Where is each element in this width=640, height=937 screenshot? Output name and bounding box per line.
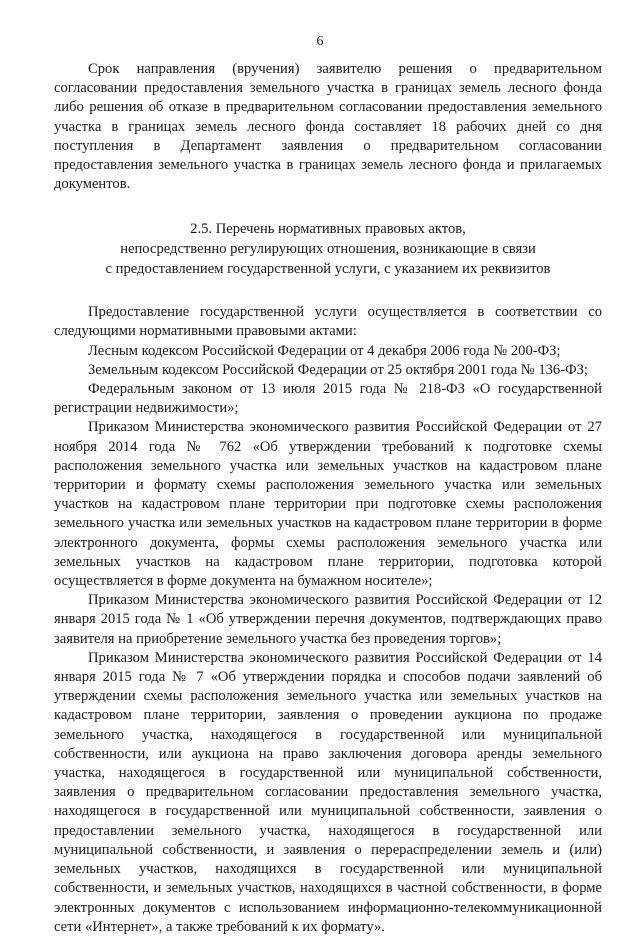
section-heading-line: с предоставлением государственной услуги, с указанием их реквизитов — [105, 260, 551, 277]
section-heading — [54, 220, 602, 279]
section-heading-line: 2.5. Перечень нормативных правовых актов, — [190, 221, 466, 238]
paragraph-land-code: Земельным кодексом Российской Федерации от 25 октября 2001 года № 136-ФЗ; — [88, 361, 588, 378]
paragraph-legal-basis: Предоставление государственной услуги осуществляется в соответствии со следующими нормативными правовыми актами: — [54, 304, 602, 340]
page-number: 6 — [316, 34, 324, 49]
intro-paragraph: Срок направления (вручения) заявителю решения о предварительном согласовании предоставления земельного участка в границах земель лесного фонда либо решения об отказе в предварительном согласовании предоставления земельного участка в границах земель лесного фонда составляет 18 рабочих дней со дня поступления в Департамент заявления о предварительном согласовании предоставления земельного участка в границах земель лесного фонда и прилагаемых документов. — [54, 61, 602, 193]
document-body — [54, 60, 602, 937]
paragraph-order-762: Приказом Министерства экономического развития Российской Федерации от 27 ноября 2014 года № 762 «Об утверждении требований к подготовке схемы расположения земельного участка или земельных участков на кадастровом плане территории и формату схемы расположения земельного участка или земельных участков на кадастровом плане территории при подготовке схемы расположения земельного участка или земельных участков на кадастровом плане территории в форме электронного документа, формы схемы расположения земельного участка или земельных участков на кадастровом плане территории, подготовка которой осуществляется в форме документа на бумажном носителе»; — [54, 419, 602, 590]
section-heading-line: непосредственно регулирующих отношения, возникающие в связи — [120, 241, 536, 258]
paragraph-order-1: Приказом Министерства экономического развития Российской Федерации от 12 января 2015 года № 1 «Об утверждении перечня документов, подтверждающих право заявителя на приобретение земельного участка без проведения торгов»; — [54, 592, 602, 647]
paragraph-order-7: Приказом Министерства экономического развития Российской Федерации от 14 января 2015 года № 7 «Об утверждении порядка и способов подачи заявлений об утверждении схемы расположения земельного участка или земельных участков на кадастровом плане территории, заявления о проведении аукциона по продаже земельного участка, находящегося в государственной или муниципальной собственности, или аукциона на право заключения договора аренды земельного участка, находящегося в государственной или муниципальной собственности, заявления о предварительном согласовании предоставления земельного участка, находящегося в государственной или муниципальной собственности, заявления о предоставлении земельного участка, находящегося в государственной или муниципальной собственности, и заявления о перераспределении земель и (или) земельных участков, находящихся в государственной или муниципальной собственности, и земельных участков, находящихся в частной собственности, в форме электронных документов с использованием информационно-телекоммуникационной сети «Интернет», а также требований к их формату». — [54, 649, 602, 935]
paragraph-forest-code: Лесным кодексом Российской Федерации от 4 декабря 2006 года № 200-ФЗ; — [88, 342, 561, 359]
paragraph-federal-law-218: Федеральным законом от 13 июля 2015 года № 218-ФЗ «О государственной регистрации недвижимости»; — [54, 381, 602, 417]
